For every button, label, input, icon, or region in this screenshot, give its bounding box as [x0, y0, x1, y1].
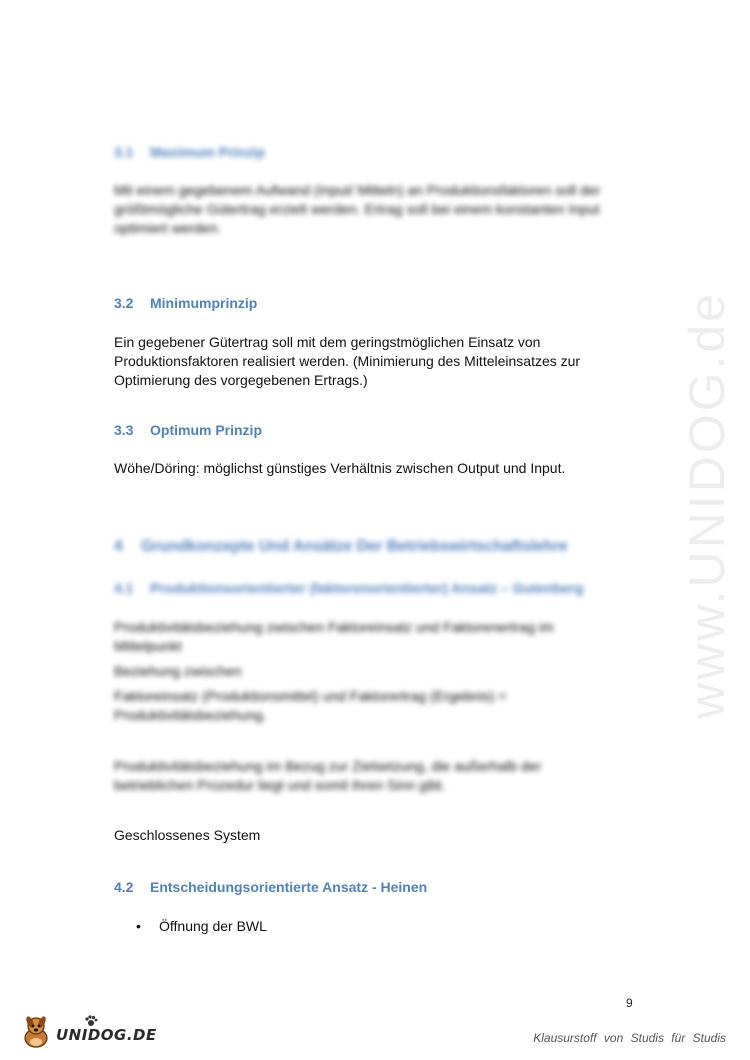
page-number: 9 — [626, 996, 633, 1010]
paragraph-4-1-d: Produktivitätsbeziehung im Bezug zur Zielsetzung, die außerhalb der betrieblichen Prozedur liegt und somit ihren Sinn gibt. — [114, 758, 542, 793]
bullet-icon: • — [136, 918, 141, 934]
paragraph-3-2: Ein gegebener Gütertrag soll mit dem geringstmöglichen Einsatz von Produktionsfaktoren realisiert werden. (Minimierung des Mitteleinsatzes zur Optimierung des vorgegebenen Ertrags.) — [114, 334, 581, 388]
paragraph-4-1-e: Geschlossenes System — [114, 827, 261, 843]
heading-title: Minimumprinzip — [150, 295, 258, 311]
heading-title: Optimum Prinzip — [150, 422, 262, 438]
bullet-text: Öffnung der BWL — [159, 918, 267, 934]
heading-number: 3.1 — [114, 144, 134, 160]
heading-number: 3.2 — [114, 295, 134, 311]
heading-title: Produktionsorientierter (faktorenorientierter) Ansatz – Gutenberg — [150, 580, 584, 596]
heading-3-1 — [114, 144, 265, 160]
paragraph-4-1-b: Beziehung zwischen — [114, 663, 242, 679]
footer-tagline: Klausurstoff von Studis für Studis — [533, 1031, 726, 1045]
unidog-logo — [20, 1012, 160, 1052]
heading-3-3 — [114, 422, 262, 438]
paragraph-4-1-a: Produktivitätsbeziehung zwischen Faktoreinsatz und Faktorenertrag im Mittelpunkt — [114, 619, 554, 654]
heading-number: 3.3 — [114, 422, 134, 438]
heading-title: Maximum Prinzip — [150, 144, 266, 160]
heading-number: 4.1 — [114, 580, 134, 596]
paragraph-3-1: Mit einem gegebenem Aufwand (Input/ Mitteln) an Produktionsfaktoren soll der größtmögliche Gütertrag erzielt werden. Ertrag soll bei einem konstanten Input optimiert werden. — [114, 182, 601, 236]
logo-text: UNIDOG.DE — [56, 1026, 157, 1044]
heading-number: 4.2 — [114, 879, 134, 895]
heading-4-1 — [114, 580, 584, 596]
heading-4-2 — [114, 879, 427, 895]
dog-mascot-icon — [20, 1012, 60, 1052]
heading-title: Grundkonzepte Und Ansätze Der Betriebswirtschaftslehre — [141, 538, 568, 555]
heading-3-2 — [114, 295, 257, 311]
watermark: www.UNIDOG.de — [679, 291, 735, 719]
heading-4 — [114, 538, 568, 556]
bullet-list-item — [136, 917, 267, 936]
paragraph-4-1-c: Faktoreinsatz (Produktionsmittel) und Faktorertrag (Ergebnis) = Produktivitätsbeziehung. — [114, 688, 507, 723]
paragraph-3-3: Wöhe/Döring: möglichst günstiges Verhältnis zwischen Output und Input. — [114, 460, 566, 476]
heading-title: Entscheidungsorientierte Ansatz - Heinen — [150, 879, 428, 895]
heading-number: 4 — [114, 538, 123, 555]
